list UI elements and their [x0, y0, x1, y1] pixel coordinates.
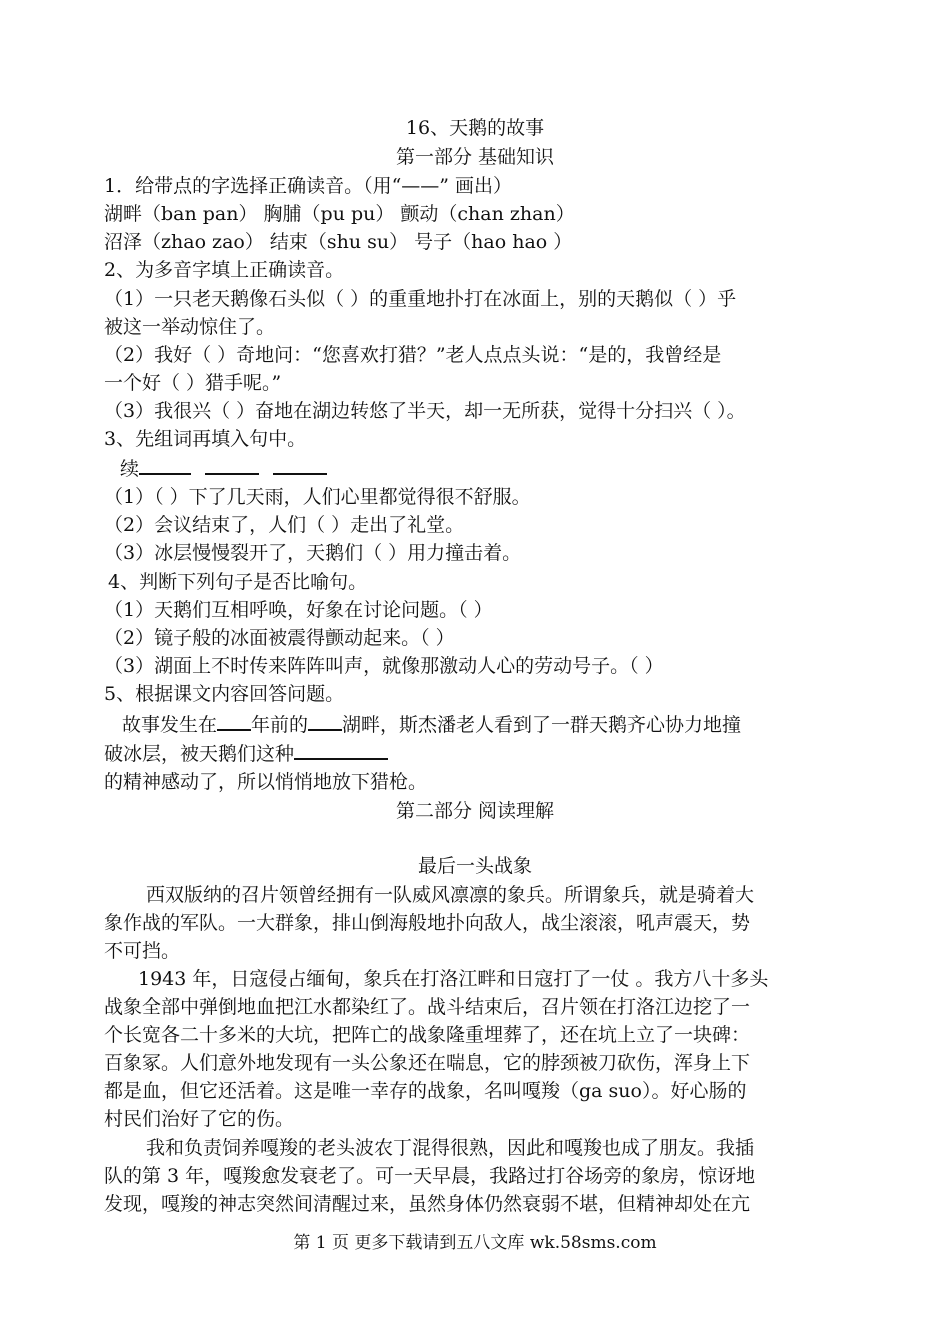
document-title: 16、天鹅的故事 — [405, 117, 545, 139]
answer-blank[interactable] — [308, 711, 342, 731]
q3-sentence-1: （1）（ ）下了几天雨，人们心里都觉得很不舒服。 — [104, 486, 531, 508]
q5-line-3: 的精神感动了，所以悄悄地放下猎枪。 — [104, 771, 428, 793]
passage-line: 西双版纳的召片领曾经拥有一队威风凛凛的象兵。所谓象兵，就是骑着大 — [146, 884, 755, 906]
q2-prompt: 2、为多音字填上正确读音。 — [104, 259, 345, 281]
passage-line: 不可挡。 — [104, 940, 181, 962]
passage-line: 我和负责饲养嘎羧的老头波农丁混得很熟，因此和嘎羧也成了朋友。我插 — [146, 1137, 755, 1159]
answer-blank[interactable] — [217, 711, 251, 731]
q4-sentence-3: （3）湖面上不时传来阵阵叫声，就像那激动人心的劳动号子。（ ） — [104, 655, 664, 677]
q5-prompt: 5、根据课文内容回答问题。 — [104, 683, 345, 705]
passage-line: 百象冢。人们意外地发现有一头公象还在喘息，它的脖颈被刀砍伤，浑身上下 — [104, 1052, 751, 1074]
part1-heading: 第一部分 基础知识 — [395, 146, 555, 168]
q5-text: 破冰层，被天鹅们这种 — [104, 743, 295, 765]
q5-text: 年前的 — [251, 714, 309, 736]
passage-title: 最后一头战象 — [417, 855, 532, 877]
q5-text: 故事发生在 — [122, 714, 218, 736]
passage-line: 发现，嘎羧的神志突然间清醒过来，虽然身体仍然衰弱不堪，但精神却处在亢 — [104, 1193, 751, 1215]
q3-sentence-2: （2）会议结束了，人们（ ）走出了礼堂。 — [104, 514, 465, 536]
q4-sentence-2: （2）镜子般的冰面被震得颤动起来。（ ） — [104, 627, 455, 649]
q4-sentence-1: （1）天鹅们互相呼唤，好象在讨论问题。（ ） — [104, 599, 493, 621]
answer-blank[interactable] — [273, 455, 327, 475]
q3-sentence-3: （3）冰层慢慢裂开了，天鹅们（ ）用力撞击着。 — [104, 542, 522, 564]
q2-sentence-1a: （1）一只老天鹅像石头似（ ）的重重地扑打在冰面上，别的天鹅似（ ）乎 — [104, 288, 737, 310]
answer-blank[interactable] — [205, 455, 259, 475]
q3-word-row — [120, 455, 327, 482]
q1-row1: 湖畔（ban pan） 胸脯（pu pu） 颤动（chan zhan） — [104, 203, 575, 225]
passage-line: 都是血，但它还活着。这是唯一幸存的战象，名叫嘎羧（ga suo）。好心肠的 — [104, 1080, 747, 1102]
q1-prompt: 1．给带点的字选择正确读音。（用“——” 画出） — [104, 175, 513, 197]
q5-line-2 — [104, 740, 388, 767]
q2-sentence-3: （3）我很兴（ ）奋地在湖边转悠了半天，却一无所获，觉得十分扫兴（ ）。 — [104, 400, 746, 422]
passage-line: 个长宽各二十多米的大坑，把阵亡的战象隆重埋葬了，还在坑上立了一块碑： — [104, 1024, 751, 1046]
q3-character: 续 — [120, 458, 140, 480]
q4-prompt: 4、判断下列句子是否比喻句。 — [108, 571, 368, 593]
q5-text: 湖畔，斯杰潘老人看到了一群天鹅齐心协力地撞 — [342, 714, 742, 736]
q1-row2: 沼泽（zhao zao） 结束（shu su） 号子（hao hao ） — [104, 231, 573, 253]
q3-prompt: 3、先组词再填入句中。 — [104, 428, 307, 450]
passage-line: 战象全部中弹倒地血把江水都染红了。战斗结束后，召片领在打洛江边挖了一 — [104, 996, 751, 1018]
q5-line-1 — [122, 711, 741, 738]
answer-blank[interactable] — [139, 455, 191, 475]
passage-line: 村民们治好了它的伤。 — [104, 1108, 295, 1130]
q2-sentence-2b: 一个好（ ）猎手呢。” — [104, 372, 282, 394]
q2-sentence-1b: 被这一举动惊住了。 — [104, 316, 276, 338]
passage-line: 象作战的军队。一大群象，排山倒海般地扑向敌人，战尘滚滚，吼声震天，势 — [104, 912, 751, 934]
passage-line: 队的第 3 年，嘎羧愈发衰老了。可一天早晨，我路过打谷场旁的象房，惊讶地 — [104, 1165, 756, 1187]
page-footer: 第 1 页 更多下载请到五八文库 wk.58sms.com — [293, 1233, 657, 1253]
q2-sentence-2a: （2）我好（ ）奇地问：“您喜欢打猎？”老人点点头说：“是的，我曾经是 — [104, 344, 722, 366]
answer-blank[interactable] — [294, 740, 388, 760]
part2-heading: 第二部分 阅读理解 — [395, 800, 555, 822]
passage-line: 1943 年，日寇侵占缅甸，象兵在打洛江畔和日寇打了一仗 。我方八十多头 — [138, 968, 769, 990]
